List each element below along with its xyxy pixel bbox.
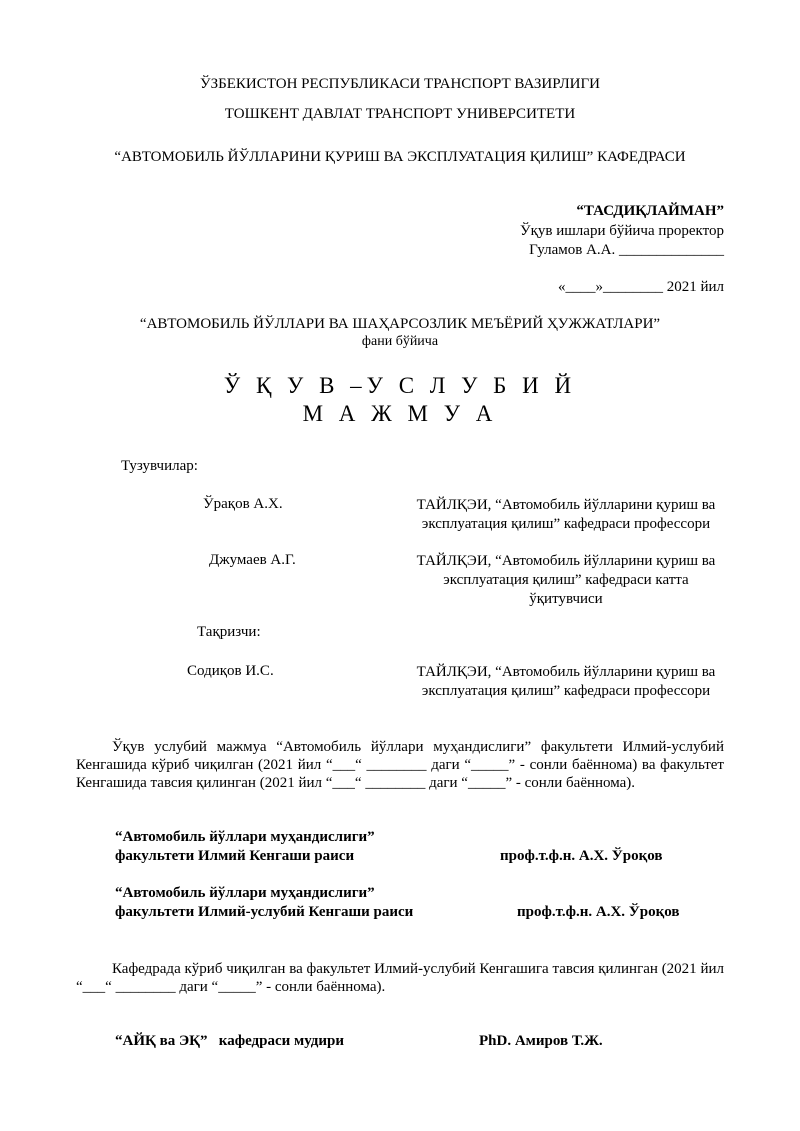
signature-title: “Автомобиль йўллари муҳандислиги” [115, 885, 375, 901]
signature-role: факультети Илмий Кенгаши раиси [115, 848, 355, 864]
head-of-dept-person: PhD. Амиров Т.Ж. [479, 1033, 603, 1049]
signature-role: факультети Илмий-услубий Кенгаши раиси [115, 904, 414, 920]
doc-title-line1: Ў Қ У В –У С Л У Б И Й [223, 373, 577, 398]
approval-date-line: «____»________ 2021 йил [557, 279, 724, 295]
approval-position: Ўқув ишлари бўйича проректор [519, 223, 724, 239]
reviewer-heading: Тақризчи: [197, 624, 261, 640]
approval-title: “ТАСДИҚЛАЙМАН” [576, 203, 724, 219]
authors-heading: Тузувчилар: [121, 458, 198, 474]
approval-name-line: Гуламов А.А. ______________ [529, 242, 724, 258]
approval-paragraph-text: Ўқув услубий мажмуа “Автомобиль йўллари муҳандислиги” факультети Илмий-услубий Кенгашида кўриб чиқилган (2021 йил “___“ ________ даги “_____” - сонли баённома) ва факультет Кенгашида тавсия қилинган (2021 йил “___“ ________ даги “_____” - сонли баённома). [76, 739, 724, 791]
department-paragraph-text: Кафедрада кўриб чиқилган ва факультет Илмий-услубий Кенгашига тавсия қилинган (2021 йил “___“ ________ даги “_____” - сонли баённома). [76, 961, 724, 995]
author-affiliation: ТАЙЛҚЭИ, “Автомобиль йўлларини қуриш ва эксплуатация қилиш” кафедраси катта ўқитувчиси [416, 553, 716, 607]
ministry-heading: ЎЗБЕКИСТОН РЕСПУБЛИКАСИ ТРАНСПОРТ ВАЗИРЛИГИ [200, 76, 600, 92]
department-heading: “АВТОМОБИЛЬ ЙЎЛЛАРИНИ ҚУРИШ ВА ЭКСПЛУАТАЦИЯ ҚИЛИШ” КАФЕДРАСИ [114, 149, 686, 165]
signature-person: проф.т.ф.н. А.Х. Ўроқов [517, 904, 680, 920]
reviewer-name: Содиқов И.С. [187, 663, 274, 679]
signature-person: проф.т.ф.н. А.Х. Ўроқов [500, 848, 663, 864]
university-heading: ТОШКЕНТ ДАВЛАТ ТРАНСПОРТ УНИВЕРСИТЕТИ [224, 106, 576, 122]
head-of-dept-label: “АЙҚ ва ЭҚ” кафедраси мудири [115, 1033, 344, 1049]
signature-title: “Автомобиль йўллари муҳандислиги” [115, 829, 375, 845]
department-paragraph [76, 960, 724, 996]
doc-title-line2: М А Ж М У А [302, 401, 498, 426]
reviewer-affiliation: ТАЙЛҚЭИ, “Автомобиль йўлларини қуриш ва эксплуатация қилиш” кафедраси профессори [416, 664, 716, 699]
author-affiliation: ТАЙЛҚЭИ, “Автомобиль йўлларини қуриш ва эксплуатация қилиш” кафедраси профессори [416, 497, 716, 532]
subject-name: “АВТОМОБИЛЬ ЙЎЛЛАРИ ВА ШАҲАРСОЗЛИК МЕЪЁРИЙ ҲУЖЖАТЛАРИ” [139, 316, 661, 332]
author-name: Джумаев А.Г. [209, 552, 296, 568]
author-name: Ўрақов А.Х. [203, 496, 283, 512]
subject-sub: фани бўйича [361, 334, 439, 349]
approval-paragraph [76, 738, 724, 792]
